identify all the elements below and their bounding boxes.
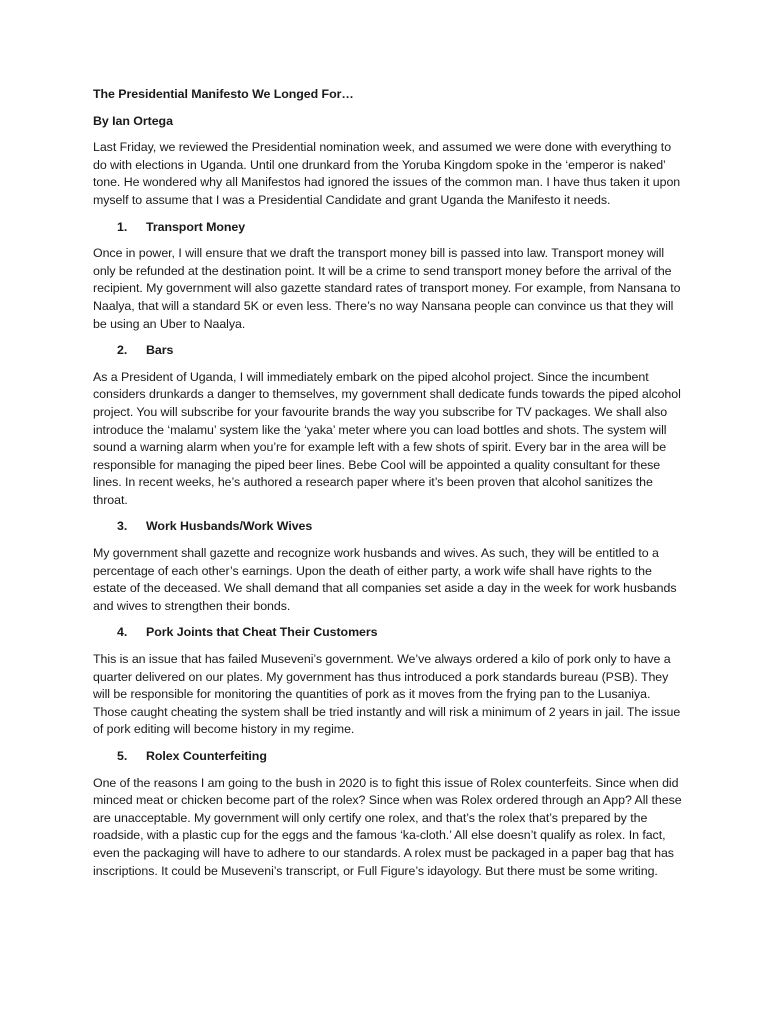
section-body-bars: As a President of Uganda, I will immediately embark on the piped alcohol project. Since the incumbent considers drunkards a danger to themselves, my government shall dedicate funds towards the piped alcohol project. You will subscribe for your favourite brands the way you subscribe for TV packages. We shall also introduce the ‘malamu’ system like the ‘yaka’ meter where you can load bottles and shots. The system will sound a warning alarm when you’re for example left with a few shots of spirit. Every bar in the area will be responsible for managing the piped beer lines. Bebe Cool will be appointed a quality consultant for these lines. In recent weeks, he’s authored a research paper where it’s been proven that alcohol sanitizes the throat. (93, 369, 681, 507)
author-byline: By Ian Ortega (93, 113, 173, 128)
section-body-pork-joints: This is an issue that has failed Museveni’s government. We’ve always ordered a kilo of pork only to have a quarter delivered on our plates. My government has thus introduced a pork standards bureau (PSB). They will be responsible for monitoring the quantities of pork as it moves from the frying pan to the Lusaniya. Those caught cheating the system shall be tried instantly and will risk a minimum of 2 years in jail. The issue of pork editing will become history in my regime. (93, 652, 681, 737)
section-title: Transport Money (146, 219, 246, 234)
section-number: 2. (117, 343, 128, 358)
intro-paragraph: Last Friday, we reviewed the Presidential nomination week, and assumed we were done with everything to do with elections in Uganda. Until one drunkard from the Yoruba Kingdom spoke in the ‘emperor is naked’ tone. He wondered why all Manifestos had ignored the issues of the common man. I have thus taken it upon myself to assume that I was a Presidential Candidate and grant Uganda the Manifesto it needs. (93, 140, 681, 207)
section-heading-rolex (93, 748, 682, 766)
section-heading-work-spouses (93, 518, 682, 536)
section-heading-transport-money (93, 219, 682, 237)
section-title: Pork Joints that Cheat Their Customers (146, 625, 378, 640)
section-heading-pork-joints (93, 624, 682, 642)
section-title: Bars (146, 343, 174, 358)
document-title: The Presidential Manifesto We Longed For… (93, 87, 354, 101)
section-number: 5. (117, 749, 128, 763)
section-body-work-spouses: My government shall gazette and recognize work husbands and wives. As such, they will be entitled to a percentage of each other’s earnings. Upon the death of either party, a work wife shall have rights to the estate of the deceased. We shall demand that all companies set aside a day in the week for work husbands and wives to strengthen their bonds. (93, 546, 677, 613)
section-number: 1. (117, 219, 128, 234)
section-heading-bars (93, 342, 682, 360)
section-title: Rolex Counterfeiting (146, 749, 267, 763)
section-number: 4. (117, 625, 128, 640)
section-title: Work Husbands/Work Wives (146, 519, 313, 534)
section-body-transport-money: Once in power, I will ensure that we draft the transport money bill is passed into law. Transport money will only be refunded at the destination point. It will be a crime to send transport money before the arrival of the recipient. My government will also gazette standard rates of transport money. For example, from Nansana to Naalya, that will a standard 5K or even less. There’s no way Nansana people can convince us that they will be using an Uber to Naalya. (93, 246, 681, 331)
section-body-rolex: One of the reasons I am going to the bush in 2020 is to fight this issue of Rolex counterfeits. Since when did minced meat or chicken become part of the rolex? Since when was Rolex ordered through an App? All these are unacceptable. My government will only certify one rolex, and that’s the rolex that’s prepared by the roadside, with a plastic cup for the eggs and the famous ‘ka-cloth.’ All else doesn’t qualify as rolex. In fact, even the packaging will have to adhere to our standards. A rolex must be packaged in a paper bag that has inscriptions. It could be Museveni’s transcript, or Full Figure’s idayology. But there must be some writing. (93, 775, 682, 878)
section-number: 3. (117, 519, 128, 534)
